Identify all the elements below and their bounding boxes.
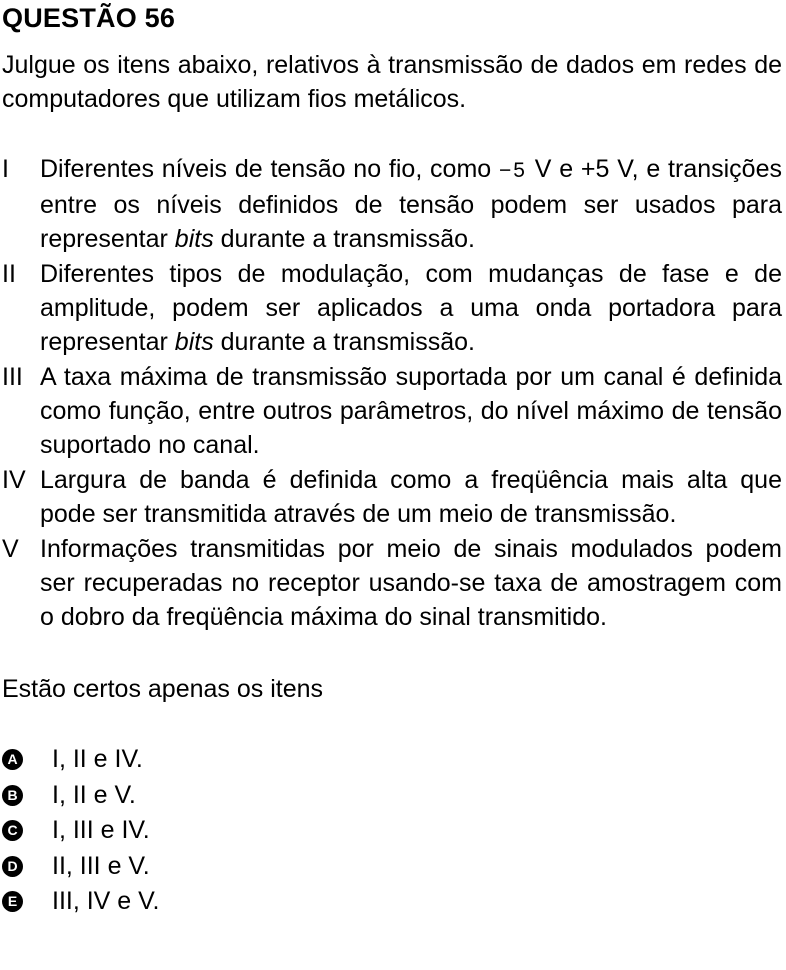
option-text: II, III e V. [52, 851, 150, 880]
option-letter-badge: A [2, 749, 23, 770]
statement-number: IV [2, 466, 26, 494]
option-e[interactable] [2, 884, 782, 920]
option-c[interactable] [2, 813, 782, 849]
question-title: QUESTÃO 56 [2, 3, 176, 33]
option-letter-badge: D [2, 856, 23, 877]
option-a[interactable] [2, 742, 782, 778]
question-stem: Estão certos apenas os itens [2, 675, 324, 703]
statement-number: V [2, 535, 19, 563]
answer-options [2, 742, 782, 920]
statement-number: III [2, 363, 23, 391]
statement-item [2, 463, 782, 531]
option-letter-badge: E [2, 891, 23, 912]
statement-item [2, 257, 782, 359]
italic-term: bits [174, 225, 214, 253]
question-intro: Julgue os itens abaixo, relativos à transmissão de dados em redes de computadores que utilizam fios metálicos. [2, 51, 782, 113]
option-text: I, III e IV. [52, 816, 150, 844]
option-b[interactable] [2, 778, 782, 814]
statement-item [2, 532, 782, 634]
statement-number: I [2, 155, 9, 183]
statement-text: Largura de banda é definida como a freqüência mais alta que pode ser transmitida através de um meio de transmissão. [40, 466, 782, 528]
option-letter-badge: C [2, 820, 23, 841]
statement-number: II [2, 260, 16, 288]
statement-item [2, 360, 782, 462]
statement-list [2, 152, 782, 634]
minus-value: −5 [499, 159, 527, 182]
option-text: III, IV e V. [52, 887, 160, 915]
option-letter-badge: B [2, 785, 23, 806]
statement-text: Diferentes tipos de modulação, com mudanças de fase e de amplitude, podem ser aplicados a uma onda portadora para representar bits durante a transmissão. [40, 260, 782, 356]
option-text: I, II e IV. [52, 745, 143, 773]
statement-text: A taxa máxima de transmissão suportada por um canal é definida como função, entre outros parâmetros, do nível máximo de tensão suportado no canal. [40, 363, 782, 459]
option-text: I, II e V. [52, 780, 136, 809]
statement-text: Diferentes níveis de tensão no fio, como −5 V e +5 V, e transições entre os níveis definidos de tensão podem ser usados para representar bits durante a transmissão. [40, 155, 782, 253]
statement-item [2, 152, 782, 256]
option-d[interactable] [2, 849, 782, 885]
statement-text: Informações transmitidas por meio de sinais modulados podem ser recuperadas no receptor usando-se taxa de amostragem com o dobro da freqüência máxima do sinal transmitido. [40, 535, 782, 631]
italic-term: bits [174, 328, 214, 356]
